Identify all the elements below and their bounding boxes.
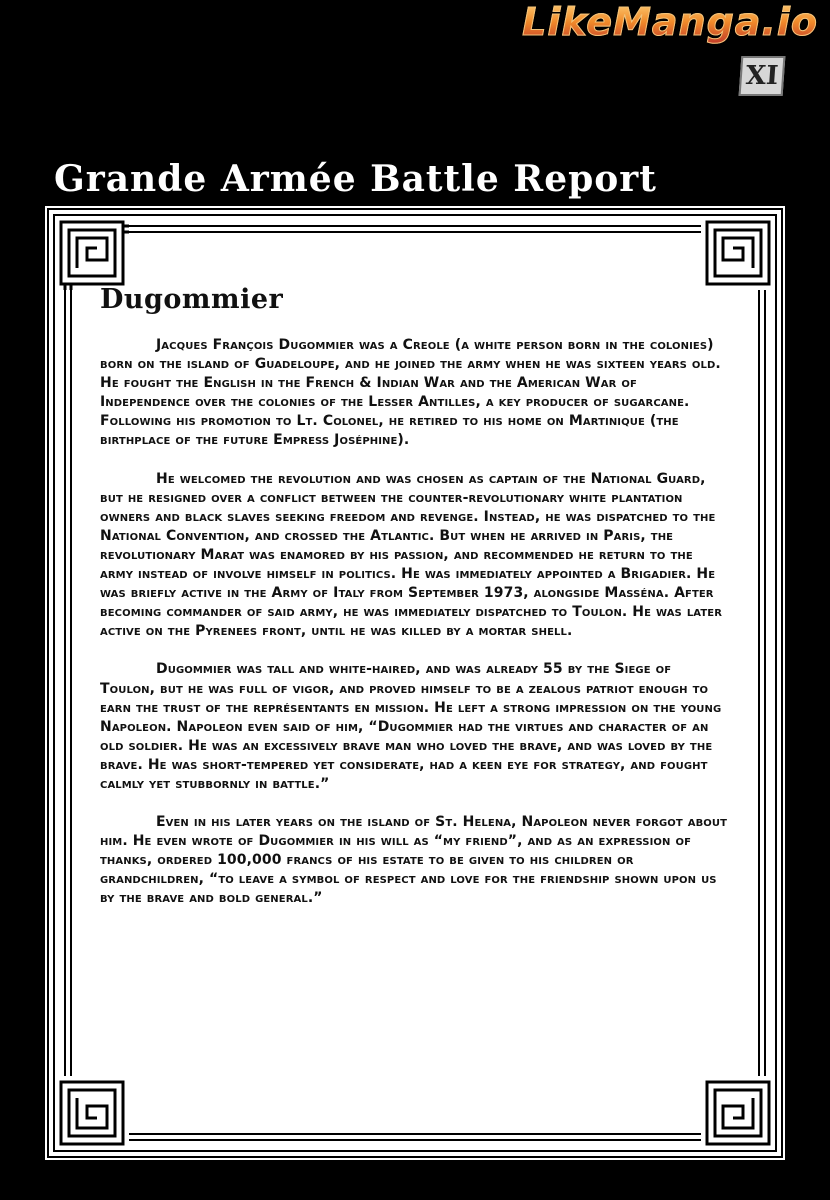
site-watermark: LikeManga.io bbox=[522, 0, 818, 44]
chapter-numeral-badge bbox=[739, 56, 786, 96]
corner-ornament-bottom-right bbox=[707, 1082, 769, 1144]
report-panel bbox=[45, 206, 785, 1160]
corner-ornament-top-left bbox=[61, 222, 129, 290]
corner-ornament-top-right bbox=[707, 222, 769, 284]
report-content bbox=[100, 284, 730, 928]
paragraph: Even in his later years on the island of St. Helena, Napoleon never forgot about him. He even wrote of Dugommier in his will as “my friend”, and as an expression of thanks, ordered 100,000 francs of his estate to be given to his children or grandchildren, “to leave a symbol of respect and love for the friendship shown upon us by the brave and bold general.” bbox=[100, 814, 728, 907]
paragraph: Jacques François Dugommier was a Creole (a white person born in the colonies) born on the island of Guadeloupe, and he joined the army when he was sixteen years old. He fought the English in the French & Indian War and the American War of Independence over the colonies of the Lesser Antilles, a key producer of sugarcane. Following his promotion to Lt. Colonel, he retired to his home on Martinique (the birthplace of the future Empress Joséphine). bbox=[100, 337, 721, 449]
paragraph: He welcomed the revolution and was chosen as captain of the National Guard, but he resigned over a conflict between the counter-revolutionary white plantation owners and black slaves seeking freedom and revenge. Instead, he was dispatched to the National Convention, and crossed the Atlantic. But when he arrived in Paris, the revolutionary Marat was enamored by his passion, and recommended he return to the army instead of involve himself in politics. He was immediately appointed a Brigadier. He was briefly active in the Army of Italy from September 1973, alongside Masséna. After becoming commander of said army, he was immediately dispatched to Toulon. He was later active on the Pyrenees front, until he was killed by a mortar shell. bbox=[100, 470, 723, 640]
section-heading: Dugommier bbox=[100, 284, 284, 315]
corner-ornament-bottom-left bbox=[61, 1082, 123, 1144]
paragraph: Dugommier was tall and white-haired, and was already 55 by the Siege of Toulon, but he was full of vigor, and proved himself to be a zealous patriot enough to earn the trust of the représentants en mission. He left a strong impression on the young Napoleon. Napoleon even said of him, “Dugommier had the virtues and character of an old soldier. He was an excessively brave man who loved the brave, and was loved by the brave. He was short-tempered yet considerate, had a keen eye for strategy, and fought calmly yet stubbornly in battle.” bbox=[100, 661, 722, 792]
page-title: Grande Armée Battle Report bbox=[54, 158, 657, 200]
chapter-numeral: XI bbox=[744, 61, 780, 91]
